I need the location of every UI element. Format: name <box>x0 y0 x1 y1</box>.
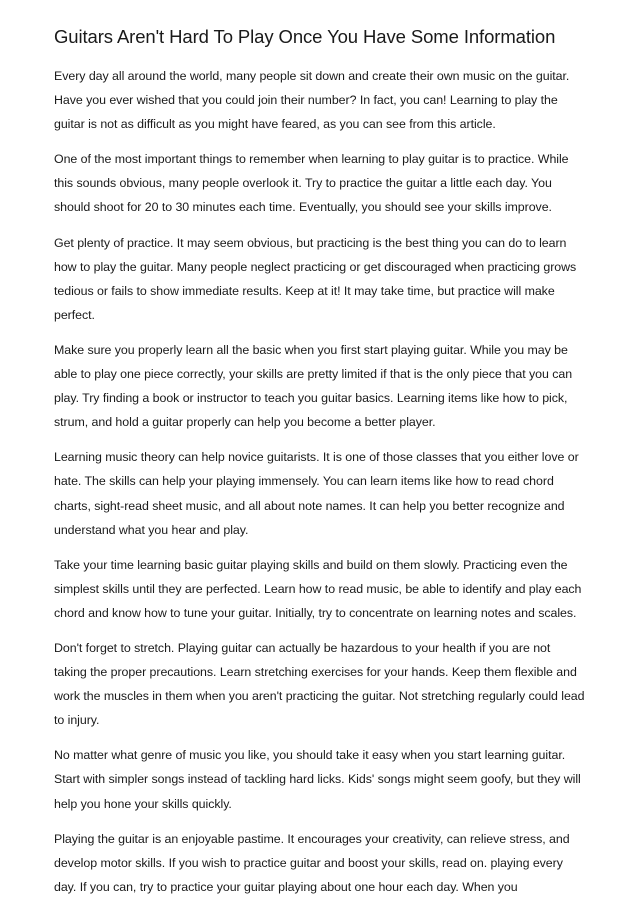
paragraph-9: Playing the guitar is an enjoyable pastime. It encourages your creativity, can relieve stress, and develop motor skills. If you wish to practice guitar and boost your skills, read on. playing every day. If you can, try to practice your guitar playing about one hour each day. When you <box>54 831 570 894</box>
paragraph-1: Every day all around the world, many people sit down and create their own music on the guitar. Have you ever wished that you could join their number? In fact, you can! Learning to play the guitar is not as difficult as you might have feared, as you can see from this article. <box>54 69 570 132</box>
paragraph-2: One of the most important things to remember when learning to play guitar is to practice. While this sounds obvious, many people overlook it. Try to practice the guitar a little each day. You should shoot for 20 to 30 minutes each time. Eventually, you should see your skills improve. <box>54 152 569 215</box>
paragraph-7: Don't forget to stretch. Playing guitar can actually be hazardous to your health if you are not taking the proper precautions. Learn stretching exercises for your hands. Keep them flexible and work the muscles in them when you aren't practicing the guitar. Not stretching regularly could lead to injury. <box>54 640 585 728</box>
paragraph-6: Take your time learning basic guitar playing skills and build on them slowly. Practicing even the simplest skills until they are perfected. Learn how to read music, be able to identify and play each chord and know how to tune your guitar. Initially, try to concentrate on learning notes and scales. <box>54 557 582 620</box>
document-title: Guitars Aren't Hard To Play Once You Have Some Information <box>54 26 556 47</box>
document-page <box>54 26 586 910</box>
paragraph-3: Get plenty of practice. It may seem obvious, but practicing is the best thing you can do to learn how to play the guitar. Many people neglect practicing or get discouraged when practicing grows tedious or fails to show immediate results. Keep at it! It may take time, but practice will make perfect. <box>54 235 577 322</box>
paragraph-4: Make sure you properly learn all the basic when you first start playing guitar. While you may be able to play one piece correctly, your skills are pretty limited if that is the only piece that you can play. Try finding a book or instructor to teach you guitar basics. Learning items like how to pick, strum, and hold a guitar properly can help you become a better player. <box>54 342 573 430</box>
paragraph-8: No matter what genre of music you like, you should take it easy when you start learning guitar. Start with simpler songs instead of tackling hard licks. Kids' songs might seem goofy, but they will help you hone your skills quickly. <box>54 748 581 811</box>
paragraph-5: Learning music theory can help novice guitarists. It is one of those classes that you either love or hate. The skills can help your playing immensely. You can learn items like how to read chord charts, sight-read sheet music, and all about note names. It can help you better recognize and understand what you hear and play. <box>54 450 579 537</box>
